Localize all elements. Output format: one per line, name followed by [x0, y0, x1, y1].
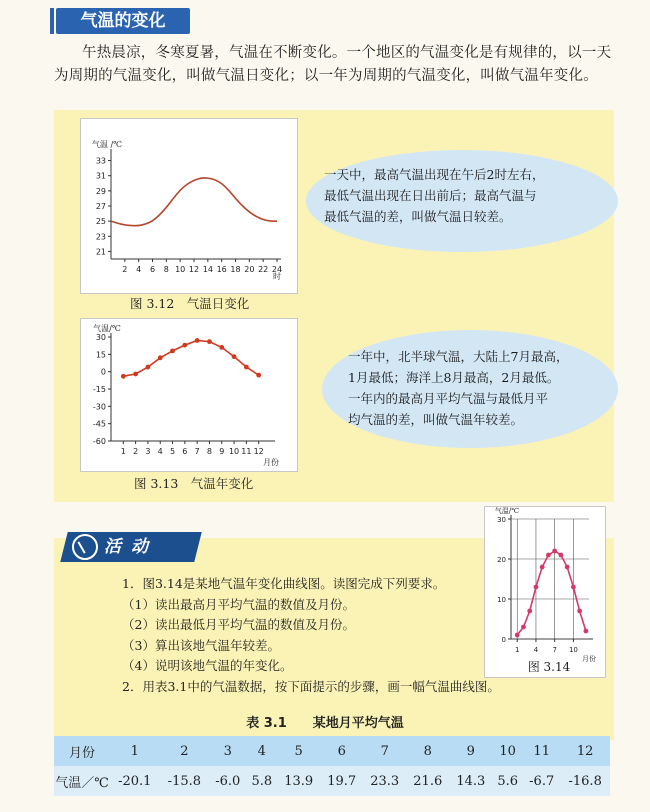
- data-point: [219, 345, 224, 350]
- activity-item: （2）读出最低月平均气温的数值及月份。: [122, 617, 355, 633]
- data-point: [521, 625, 526, 630]
- x-tick-label: 24: [271, 265, 283, 274]
- intro-paragraph: [54, 42, 614, 88]
- data-point: [527, 609, 532, 614]
- yearly-chart-box: [80, 318, 298, 472]
- y-tick-label: 29: [95, 186, 106, 196]
- month-cell: 2: [160, 736, 210, 766]
- activity-list: [122, 574, 502, 698]
- y-tick-label: 23: [95, 232, 106, 242]
- y-tick-label: 33: [95, 156, 106, 166]
- bubble-line: 最低气温的差，叫做气温日较差。: [324, 209, 512, 224]
- month-cell: 3: [209, 736, 246, 766]
- data-point: [121, 374, 126, 379]
- x-axis-label: 月份: [263, 458, 279, 467]
- month-cell: 5: [277, 736, 320, 766]
- y-tick-label: -60: [92, 437, 106, 446]
- yearly-explanation-bubble: [322, 330, 618, 448]
- month-cell: 6: [320, 736, 363, 766]
- x-tick-label: 8: [206, 447, 213, 456]
- temp-cell: 5.6: [492, 766, 523, 796]
- daily-temperature-chart: [81, 119, 297, 293]
- temp-cell: 14.3: [449, 766, 492, 796]
- temp-cell: 19.7: [320, 766, 363, 796]
- x-tick-label: 11: [241, 447, 252, 456]
- data-point: [565, 565, 570, 570]
- data-point: [546, 553, 551, 558]
- y-tick-label: 0: [100, 367, 106, 377]
- temp-cell: -6.7: [523, 766, 560, 796]
- x-tick-label: 7: [552, 646, 557, 654]
- data-point: [232, 354, 237, 359]
- temp-cell: 5.8: [246, 766, 277, 796]
- data-point: [195, 338, 200, 343]
- activity-item: （3）算出该地气温年较差。: [122, 637, 280, 653]
- x-tick-label: 3: [145, 447, 151, 456]
- y-tick-label: -15: [92, 385, 106, 394]
- data-point: [552, 549, 557, 554]
- x-tick-label: 6: [182, 447, 188, 456]
- month-cell: 11: [523, 736, 560, 766]
- daily-explanation-bubble: [306, 150, 618, 252]
- bubble-line: 最低气温出现在日出前后；最高气温与: [324, 188, 537, 203]
- local-temperature-chart: [485, 507, 605, 677]
- data-point: [559, 553, 564, 558]
- bubble-line: 均气温的差，叫做气温年较差。: [348, 412, 524, 427]
- month-cell: 1: [110, 736, 160, 766]
- x-tick-label: 4: [157, 447, 163, 456]
- x-tick-label: 6: [149, 265, 156, 274]
- y-tick-label: 30: [95, 333, 106, 342]
- temp-cell: -16.8: [560, 766, 610, 796]
- daily-chart-box: [80, 118, 298, 294]
- x-tick-label: 1: [120, 447, 126, 456]
- bubble-line: 一年中，北半球气温，大陆上7月最高，: [348, 349, 569, 364]
- data-point: [170, 348, 175, 353]
- bubble-line: 一年内的最高月平均气温与最低月平: [348, 391, 549, 406]
- temp-cell: 21.6: [406, 766, 449, 796]
- intro-text: 午热晨凉，冬寒夏暑，气温在不断变化。一个地区的气温变化是有规律的，以一天为周期的气温变化，叫做气温日变化；以一年为周期的气温变化，叫做气温年变化。: [54, 45, 612, 84]
- temp-cell: -20.1: [110, 766, 160, 796]
- month-cell: 8: [406, 736, 449, 766]
- month-cell: 9: [449, 736, 492, 766]
- data-point: [577, 609, 582, 614]
- y-tick-label: 15: [95, 350, 106, 360]
- month-cell: 4: [246, 736, 277, 766]
- month-cell: 10: [492, 736, 523, 766]
- data-point: [244, 365, 249, 370]
- y-axis-label: 气温 /℃: [91, 140, 123, 149]
- activity-item: （1）读出最高月平均气温的数值及月份。: [122, 596, 355, 612]
- month-header: 月份: [54, 736, 110, 766]
- y-axis-label: 气温/℃: [494, 507, 520, 515]
- x-tick-label: 4: [136, 265, 142, 274]
- activity-item: 2．用表3.1中的气温数据，按下面提示的步骤，画一幅气温曲线图。: [122, 678, 500, 694]
- table-row-months: [54, 736, 610, 766]
- yearly-chart-caption: 图 3.13 气温年变化: [134, 476, 254, 491]
- data-point: [146, 365, 151, 370]
- x-axis-label: 月份: [582, 655, 596, 663]
- activity-banner: [60, 532, 201, 562]
- bubble-line: 1月最低；海洋上8月最高，2月最低。: [348, 370, 560, 385]
- data-point: [540, 565, 545, 570]
- x-tick-label: 2: [122, 265, 128, 274]
- data-point: [256, 373, 261, 378]
- data-point: [182, 343, 187, 348]
- activity-label: 活动: [104, 537, 158, 557]
- x-tick-label: 5: [169, 447, 176, 456]
- x-tick-label: 9: [219, 447, 225, 456]
- x-tick-label: 18: [230, 265, 241, 274]
- x-axis-label: 时: [273, 272, 281, 281]
- series-line: [123, 340, 258, 376]
- x-tick-label: 22: [258, 265, 269, 274]
- x-tick-label: 10: [175, 265, 186, 274]
- data-point: [207, 339, 212, 344]
- y-tick-label: -30: [92, 402, 106, 412]
- y-tick-label: 10: [497, 596, 506, 604]
- daily-chart-caption: 图 3.12 气温日变化: [130, 296, 250, 311]
- series-line: [111, 178, 277, 226]
- pen-icon: [72, 534, 98, 560]
- x-tick-label: 7: [194, 447, 200, 456]
- data-point: [158, 355, 163, 360]
- y-tick-label: 0: [501, 636, 506, 644]
- x-tick-label: 16: [216, 265, 227, 274]
- activity-item: （4）说明该地气温的年变化。: [122, 658, 293, 674]
- x-tick-label: 4: [533, 646, 539, 654]
- x-tick-label: 12: [188, 265, 200, 274]
- temp-cell: 13.9: [277, 766, 320, 796]
- series-line: [517, 551, 586, 635]
- x-tick-label: 8: [163, 265, 169, 274]
- activity-item: 1．图3.14是某地气温年变化曲线图。读图完成下列要求。: [122, 576, 446, 591]
- temp-cell: -6.0: [209, 766, 246, 796]
- data-point: [571, 585, 576, 590]
- x-tick-label: 14: [202, 265, 213, 274]
- y-tick-label: 20: [497, 556, 506, 564]
- y-tick-label: 30: [497, 516, 506, 524]
- y-tick-label: -45: [92, 419, 106, 429]
- table-row-temps: [54, 766, 610, 796]
- x-tick-label: 12: [253, 447, 264, 456]
- section-title: 气温的变化: [56, 8, 190, 34]
- month-cell: 7: [363, 736, 406, 766]
- y-tick-label: 27: [95, 202, 106, 211]
- data-point: [583, 629, 588, 634]
- data-point: [133, 372, 138, 377]
- temp-header: 气温／℃: [54, 766, 110, 796]
- local-chart-box: [484, 506, 606, 678]
- data-point: [534, 585, 539, 590]
- y-axis-label: 气温/℃: [93, 324, 121, 333]
- table-title: 表 3.1 某地月平均气温: [246, 716, 404, 731]
- x-tick-label: 2: [133, 447, 139, 456]
- bubble-line: 一天中，最高气温出现在午后2时左右，: [324, 167, 545, 182]
- x-tick-label: 10: [228, 447, 240, 456]
- data-point: [515, 633, 520, 638]
- monthly-temperature-table: [54, 736, 610, 796]
- y-tick-label: 21: [95, 247, 106, 257]
- x-tick-label: 1: [515, 646, 520, 654]
- y-tick-label: 31: [95, 171, 106, 181]
- month-cell: 12: [560, 736, 610, 766]
- local-chart-caption: 图 3.14: [527, 660, 571, 674]
- x-tick-label: 10: [568, 646, 578, 654]
- y-tick-label: 25: [95, 217, 106, 227]
- yearly-temperature-chart: [81, 319, 297, 471]
- temp-cell: -15.8: [160, 766, 210, 796]
- x-tick-label: 20: [244, 265, 255, 274]
- temp-cell: 23.3: [363, 766, 406, 796]
